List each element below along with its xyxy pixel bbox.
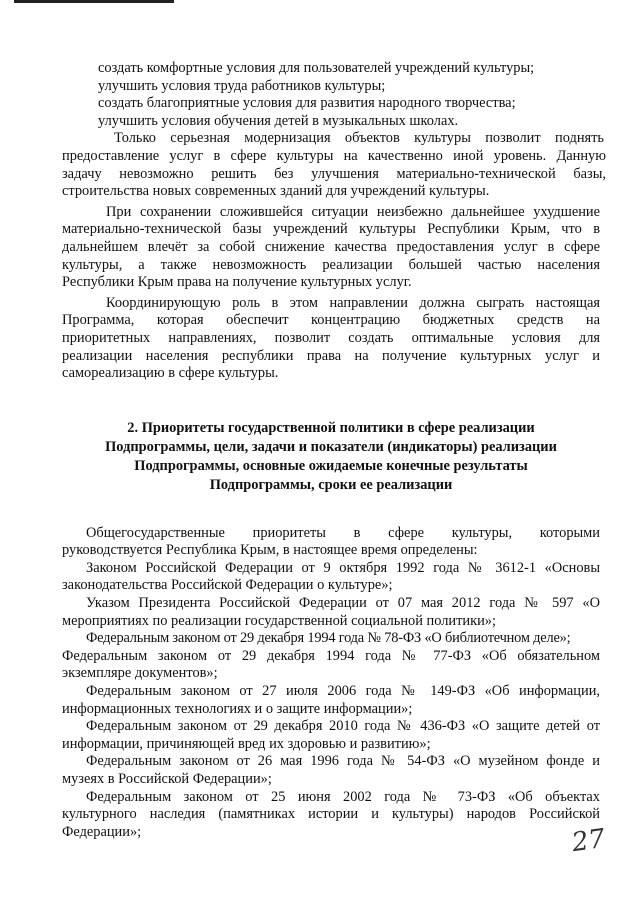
paragraph-line: Только серьезная модернизация объектов культуры позволит поднять [114,130,604,147]
law-item: Федеральным законом от 29 декабря 1994 года № 77-ФЗ «Об обязательном [62,647,600,664]
paragraph-line: дальнейшем влечёт за собой снижение качества предоставления услуг в сфере [62,238,600,255]
paragraph-line: Республики Крым права на получение культурных услуг. [62,274,412,291]
paragraph-line: предоставление услуг в сфере культуры на качественно иной уровень. Данную [62,147,606,164]
law-item: Указом Президента Российской Федерации от 07 мая 2012 года № 597 «О [86,595,600,612]
paragraph-line: Координирующую роль в этом направлении должна сыграть настоящая [106,294,600,311]
paragraph-line: руководствуется Республика Крым, в настоящее время определены: [62,542,478,559]
list-item: улучшить условия обучения детей в музыкальных школах. [98,112,459,129]
law-item-cont: информации, причиняющей вред их здоровью и развитию»; [62,735,431,752]
paragraph-line: самореализацию в сфере культуры. [62,365,279,382]
paragraph-line: При сохранении сложившейся ситуации неизбежно дальнейшее ухудшение [106,203,600,220]
document-page [62,60,606,841]
paragraph-line: Общегосударственные приоритеты в сфере культуры, которыми [86,524,600,541]
list-item: создать благоприятные условия для развития народного творчества; [98,95,516,112]
paragraph-line: приоритетных направлениях, позволит создать оптимальные условия для [62,329,600,346]
law-item-cont: законодательства Российской Федерации о культуре»; [62,577,393,594]
handwritten-page-number: 27 [570,823,608,859]
law-item-cont: экземпляре документов»; [62,665,218,682]
scan-edge-line [14,0,174,3]
law-item: Федеральным законом от 27 июля 2006 года № 149-ФЗ «Об информации, [86,683,600,700]
paragraph-line: задачу невозможно решить без улучшения материально-технической базы, [62,165,606,182]
paragraph-line: материально-технической базы учреждений культуры Республики Крым, что в [62,221,600,238]
heading-line: Подпрограммы, цели, задачи и показатели (индикаторы) реализации [105,438,557,455]
paragraph-line: Программа, которая обеспечит концентрацию бюджетных средств на [62,312,600,329]
paragraph-line: строительства новых современных зданий для учреждений культуры. [62,183,490,200]
section-heading [62,419,600,495]
law-item-cont: информационных технологиях и о защите информации»; [62,700,413,717]
law-item: Законом Российской Федерации от 9 октября 1992 года № 3612-1 «Основы [86,559,600,576]
law-item-cont: культурного наследия (памятниках истории и культуры) народов Российской [62,806,600,823]
law-item-cont: музеях в Российской Федерации»; [62,771,272,787]
law-item-cont: Федерации»; [62,823,142,840]
law-item: Федеральным законом от 25 июня 2002 года № 73-ФЗ «Об объектах [86,788,600,805]
heading-line: Подпрограммы, основные ожидаемые конечные результаты [134,457,528,474]
heading-line: Подпрограммы, сроки ее реализации [209,476,453,493]
list-item: улучшить условия труда работников культуры; [98,77,386,94]
law-item: Федеральным законом от 26 мая 1996 года № 54-ФЗ «О музейном фонде и [86,753,600,770]
heading-line: 2. Приоритеты государственной политики в сфере реализации [127,419,535,436]
law-item: Федеральным законом от 29 декабря 2010 года № 436-ФЗ «О защите детей от [86,718,600,735]
law-item-cont: мероприятиях по реализации государственной социальной политики»; [62,612,496,629]
list-item: создать комфортные условия для пользователей учреждений культуры; [98,60,535,76]
paragraph-line: реализации населения республики права на получение культурных услуг и [62,347,600,364]
paragraph-line: культуры, а также невозможность реализации большей частью населения [62,256,600,273]
law-item: Федеральным законом от 29 декабря 1994 года № 78-ФЗ «О библиотечном деле»; [86,630,571,647]
